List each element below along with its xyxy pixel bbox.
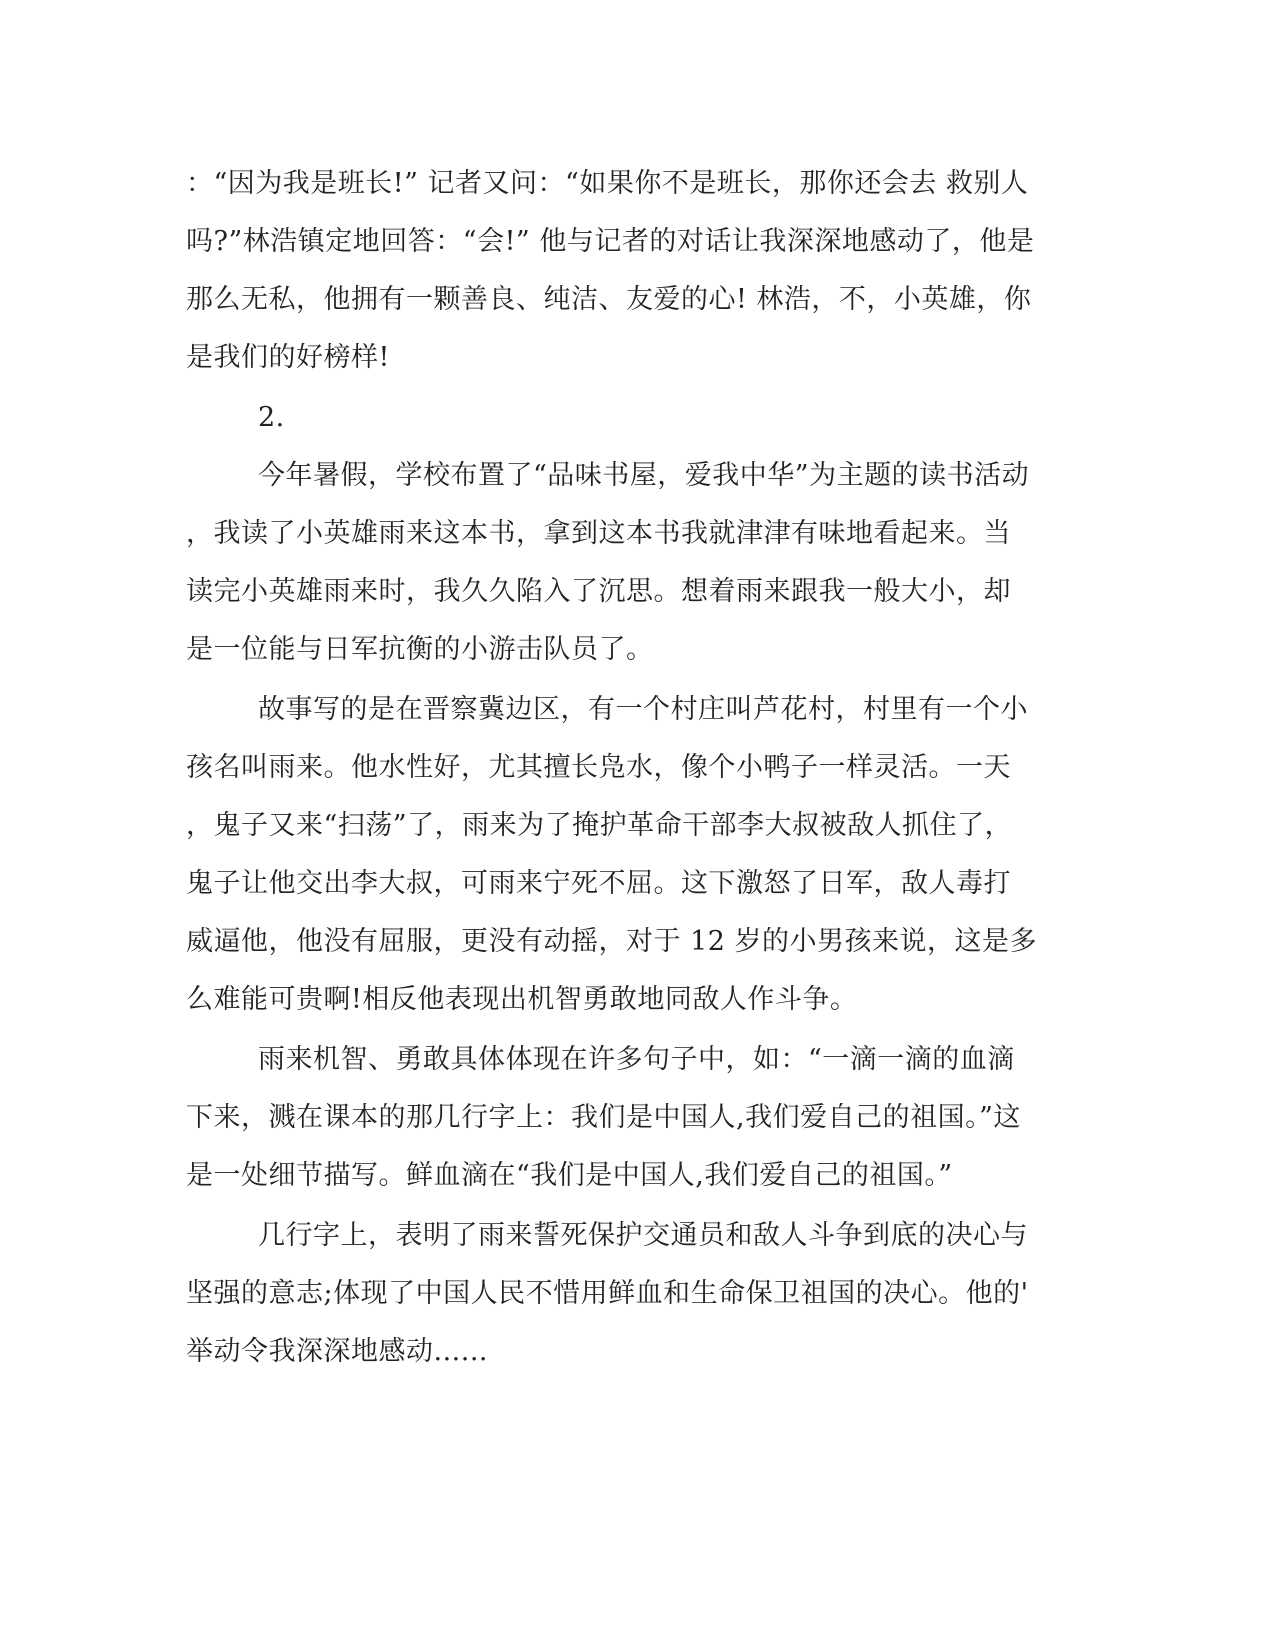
text-line: 举动令我深深地感动......: [186, 1336, 488, 1367]
section-number: 2.: [258, 402, 285, 433]
text-line: 么难能可贵啊!相反他表现出机智勇敢地同敌人作斗争。: [186, 984, 858, 1015]
text-line: ：“因为我是班长!” 记者又问：“如果你不是班长，那你还会去 救别人: [186, 168, 1029, 199]
text-line: ，我读了小英雄雨来这本书，拿到这本书我就津津有味地看起来。当: [186, 518, 1011, 549]
text-line: 孩名叫雨来。他水性好，尤其擅长凫水，像个小鸭子一样灵活。一天: [186, 752, 1011, 783]
text-line: 是一处细节描写。鲜血滴在“我们是中国人,我们爱自己的祖国。”: [186, 1160, 953, 1191]
text-line: 鬼子让他交出李大叔，可雨来宁死不屈。这下激怒了日军，敌人毒打: [186, 868, 1011, 899]
paragraph-first-line: 几行字上，表明了雨来誓死保护交通员和敌人斗争到底的决心与: [258, 1220, 1028, 1251]
text-line: 威逼他，他没有屈服，更没有动摇，对于 12 岁的小男孩来说，这是多: [186, 926, 1038, 957]
paragraph-first-line: 雨来机智、勇敢具体体现在许多句子中，如：“一滴一滴的血滴: [258, 1044, 1015, 1075]
text-line: 那么无私，他拥有一颗善良、纯洁、友爱的心! 林浩，不，小英雄，你: [186, 284, 1032, 315]
paragraph-first-line: 今年暑假，学校布置了“品味书屋，爱我中华”为主题的读书活动: [258, 460, 1030, 491]
text-line: 坚强的意志;体现了中国人民不惜用鲜血和生命保卫祖国的决心。他的': [186, 1278, 1029, 1309]
paragraph-first-line: 故事写的是在晋察冀边区，有一个村庄叫芦花村，村里有一个小: [258, 694, 1028, 725]
text-line: 下来，溅在课本的那几行字上：我们是中国人,我们爱自己的祖国。”这: [186, 1102, 1021, 1133]
text-line: ，鬼子又来“扫荡”了，雨来为了掩护革命干部李大叔被敌人抓住了，: [186, 810, 1013, 841]
text-line: 读完小英雄雨来时，我久久陷入了沉思。想着雨来跟我一般大小，却: [186, 576, 1011, 607]
text-line: 吗?”林浩镇定地回答：“会!” 他与记者的对话让我深深地感动了，他是: [186, 226, 1035, 257]
text-line: 是一位能与日军抗衡的小游击队员了。: [186, 634, 654, 665]
text-line: 是我们的好榜样!: [186, 342, 390, 373]
